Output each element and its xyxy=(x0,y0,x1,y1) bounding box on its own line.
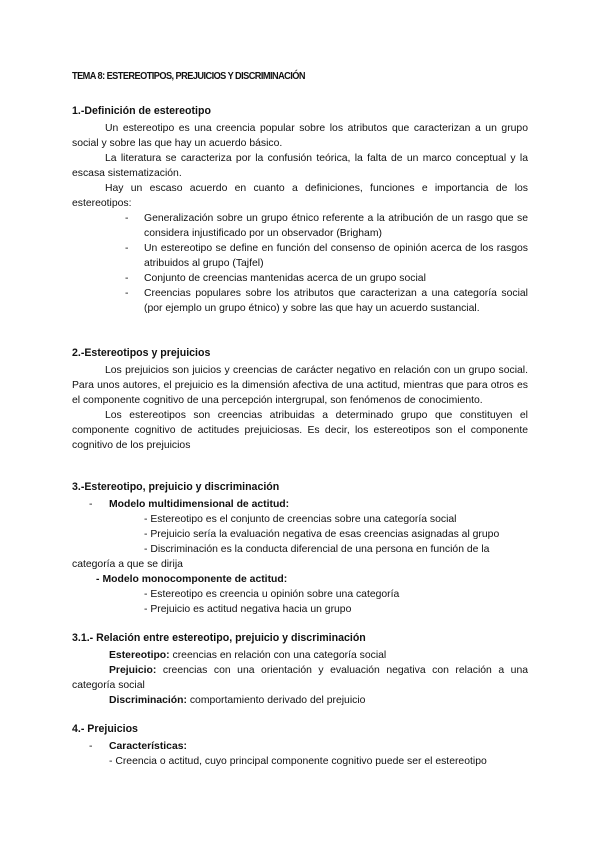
section-definition xyxy=(72,104,528,316)
definition-row xyxy=(72,663,528,693)
subheading xyxy=(72,572,528,587)
section-heading: 4.- Prejuicios xyxy=(72,723,138,735)
subheading xyxy=(72,739,528,754)
list-item-continuation: categoría a que se dirija xyxy=(72,559,183,570)
subheading-label: Características: xyxy=(109,741,187,752)
list-item: - Conjunto de creencias mantenidas acerca de un grupo social xyxy=(72,271,528,286)
subheading-label: Modelo multidimensional de actitud: xyxy=(109,499,290,510)
list-item: - Prejuicio es actitud negativa hacia un grupo xyxy=(144,604,352,615)
definition-term: Prejuicio: xyxy=(109,665,157,676)
list-item: - Estereotipo es el conjunto de creencias sobre una categoría social xyxy=(144,514,457,525)
dash-marker: - xyxy=(96,574,100,585)
paragraph: Un estereotipo es una creencia popular sobre los atributos que caracterizan a un grupo social y sobre las que hay un acuerdo básico. xyxy=(72,123,528,149)
definition-term: Discriminación: xyxy=(109,695,187,706)
section-prejudices xyxy=(72,722,528,769)
list-item: - Generalización sobre un grupo étnico referente a la atribución de un rasgo que se considera injustificado por un observador (Brigham) xyxy=(72,211,528,241)
subheading xyxy=(72,497,528,512)
paragraph: Los estereotipos son creencias atribuidas a determinado grupo que constituyen el componente cognitivo de actitudes prejuiciosas. Es decir, los estereotipos son el componente cognitivo de los prejuicios xyxy=(72,410,528,451)
section-relationship xyxy=(72,631,528,708)
definition-text: comportamiento derivado del prejuicio xyxy=(186,695,366,706)
section-stereotypes-prejudices xyxy=(72,346,528,453)
list-item: - Discriminación es la conducta diferencial de una persona en función de la xyxy=(144,544,490,555)
list-item: - Estereotipo es creencia u opinión sobre una categoría xyxy=(144,589,400,600)
list-item: - Prejuicio sería la evaluación negativa de esas creencias asignadas al grupo xyxy=(144,529,500,540)
subheading-label: Modelo monocomponente de actitud: xyxy=(102,574,288,585)
definition-row xyxy=(72,648,528,663)
list-item: - Creencia o actitud, cuyo principal componente cognitivo puede ser el estereotipo xyxy=(109,756,487,767)
definition-text: creencias con una orientación y evaluación negativa con relación a una categoría social xyxy=(72,665,528,691)
dash-marker: - xyxy=(89,499,93,510)
dash-marker: - xyxy=(89,741,93,752)
list-item: - Creencias populares sobre los atributos que caracterizan a una categoría social (por ejemplo un grupo étnico) y sobre las que hay un acuerdo sustancial. xyxy=(72,286,528,316)
document-title: TEMA 8: ESTEREOTIPOS, PREJUICIOS Y DISCRIMINACIÓN xyxy=(72,71,305,82)
paragraph: La literatura se caracteriza por la confusión teórica, la falta de un marco conceptual y la escasa sistematización. xyxy=(72,153,528,179)
section-stereotype-prejudice-discrimination xyxy=(72,480,528,617)
paragraph: Los prejuicios son juicios y creencias de carácter negativo en relación con un grupo social. Para unos autores, el prejuicio es la dimensión afectiva de una actitud, mientras que para otros es el componente cognitivo de una percepción intergrupal, son fenómenos de conocimiento. xyxy=(72,365,528,406)
definition-term: Estereotipo: xyxy=(109,650,170,661)
list-item: - Un estereotipo se define en función del consenso de opinión acerca de los rasgos atribuidos al grupo (Tajfel) xyxy=(72,241,528,271)
section-heading: 3.-Estereotipo, prejuicio y discriminación xyxy=(72,481,280,493)
paragraph: Hay un escaso acuerdo en cuanto a definiciones, funciones e importancia de los estereotipos: xyxy=(72,183,528,209)
section-heading: 2.-Estereotipos y prejuicios xyxy=(72,347,211,359)
definition-row xyxy=(72,693,528,708)
definition-text: creencias en relación con una categoría social xyxy=(169,650,387,661)
section-heading: 1.-Definición de estereotipo xyxy=(72,105,211,117)
section-heading: 3.1.- Relación entre estereotipo, prejuicio y discriminación xyxy=(72,632,366,644)
definition-list xyxy=(72,211,528,316)
